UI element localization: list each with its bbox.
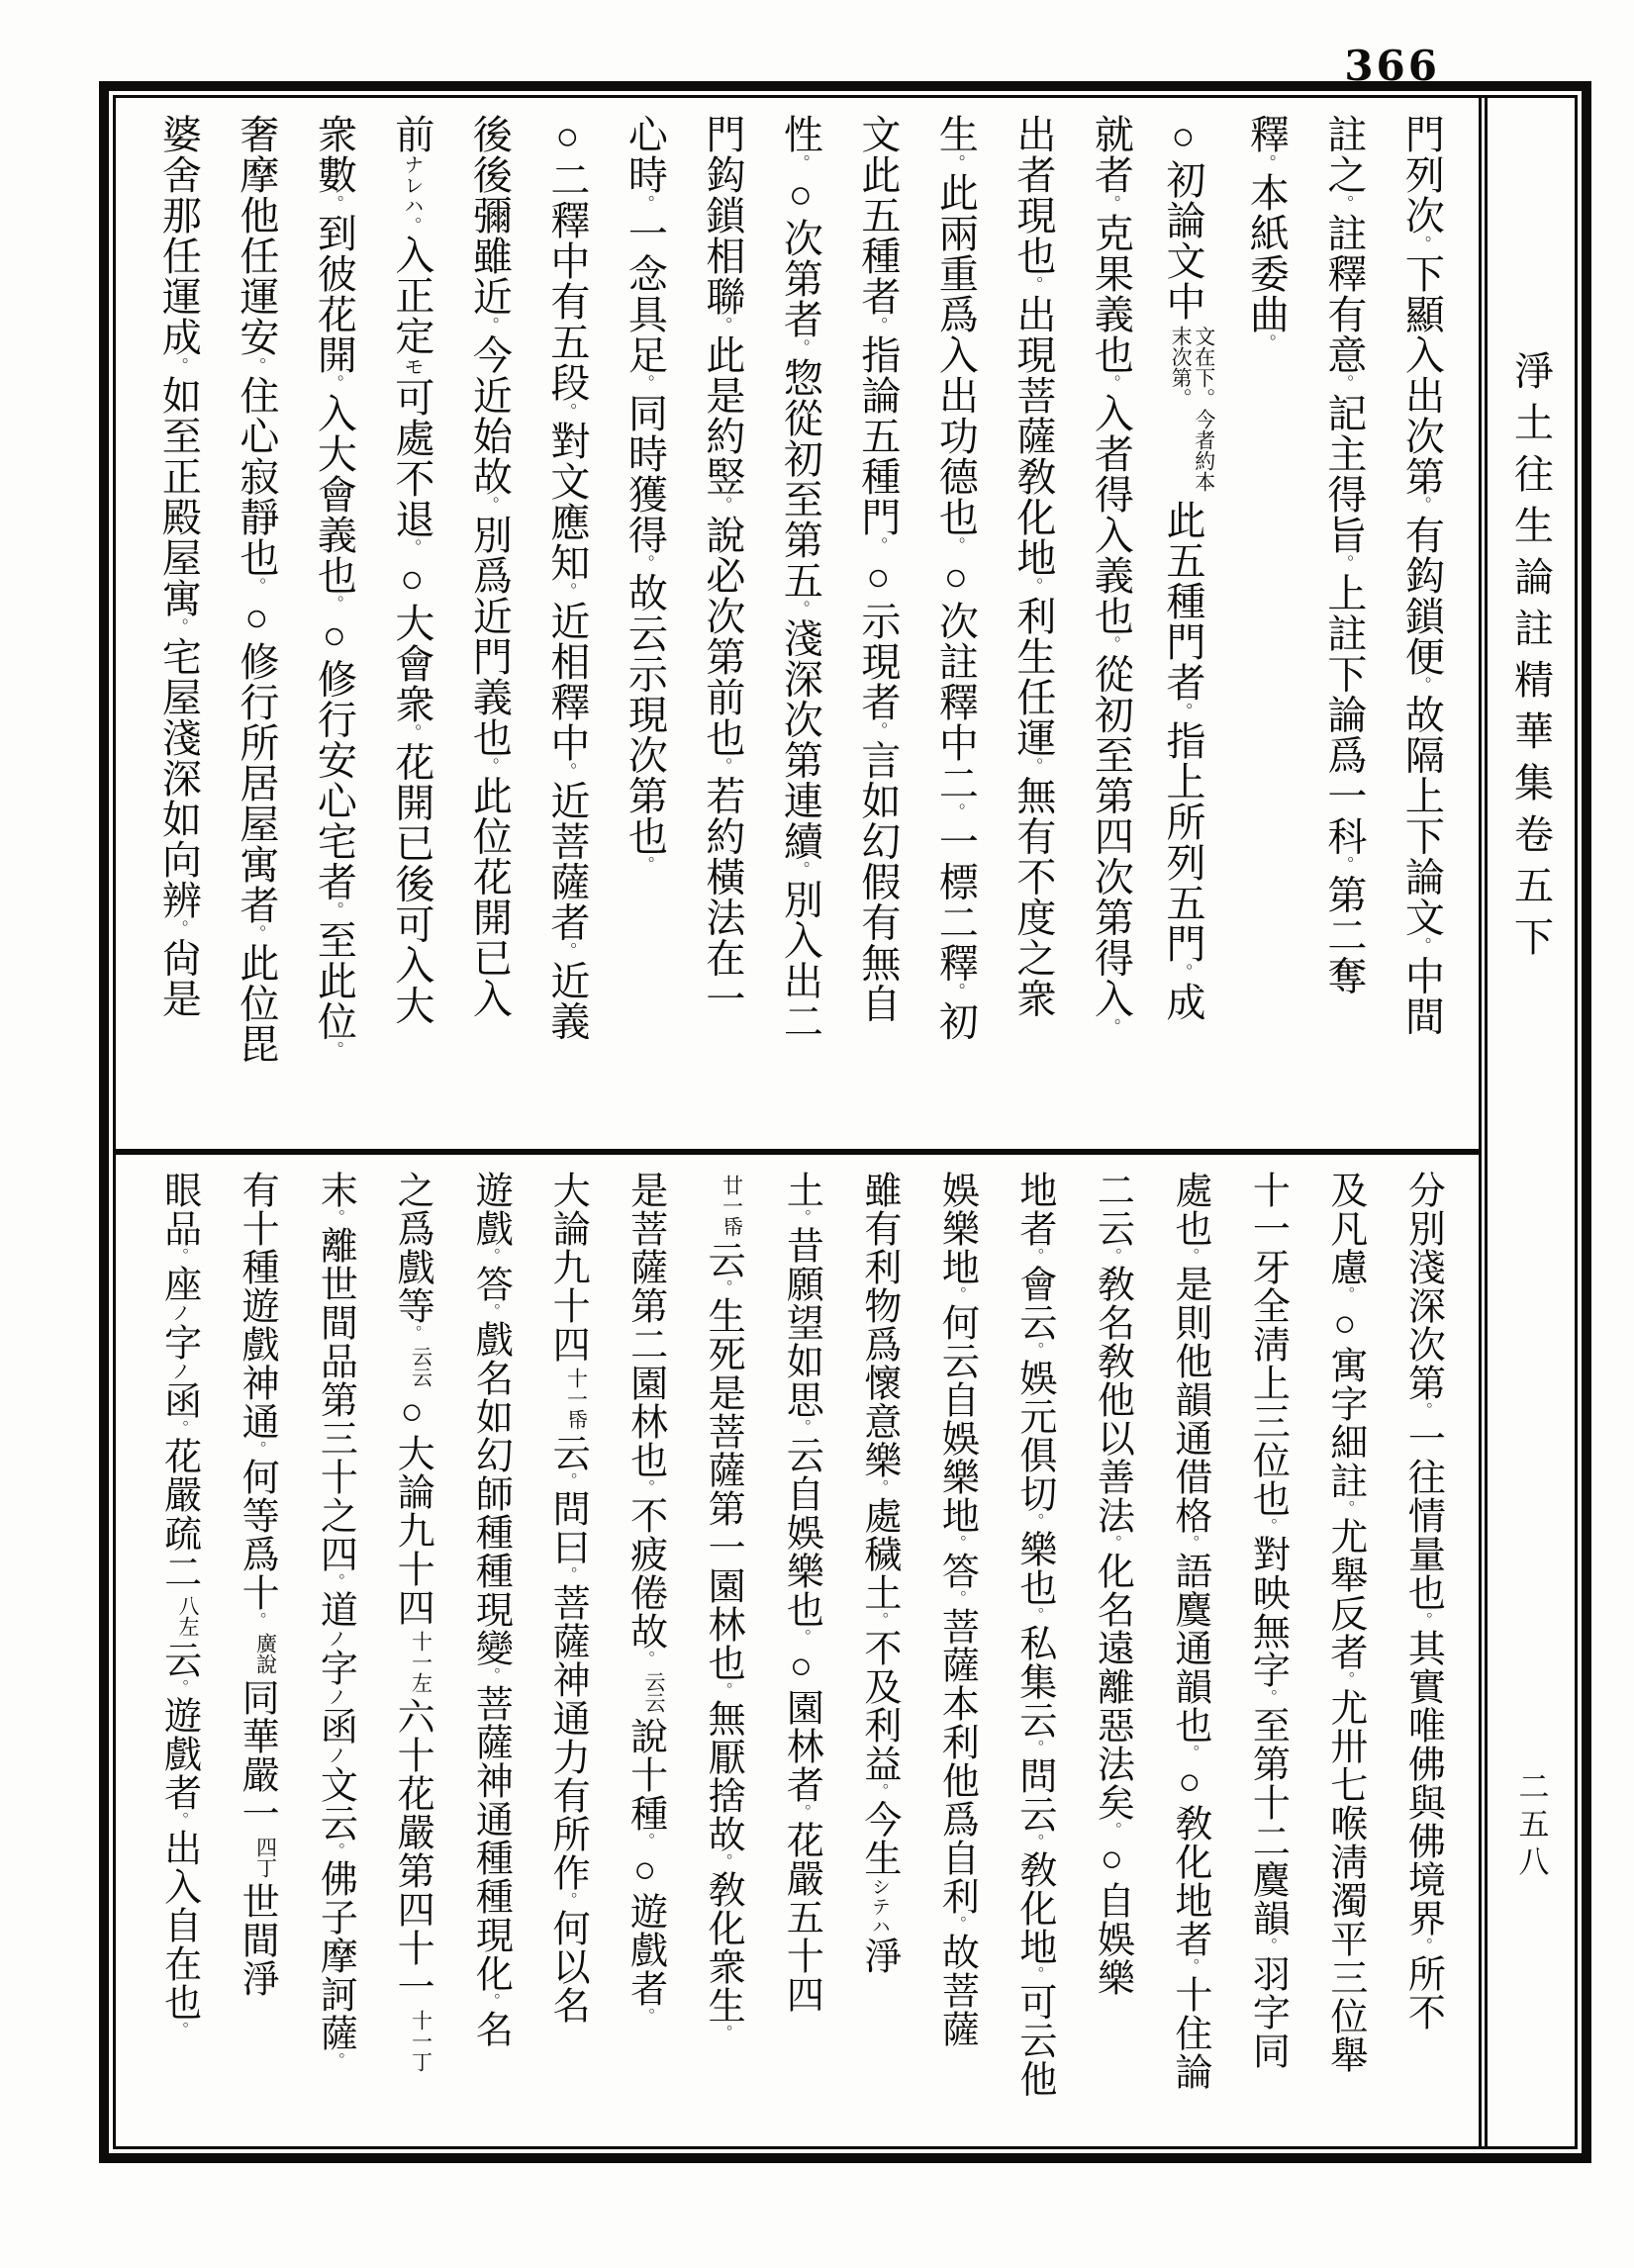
text-column: 心時。一念具足。同時獲得。故云示現次第也。 bbox=[623, 114, 668, 875]
text-column: 娛樂地。何云自娛樂地。答。菩薩本利他爲自利。故菩薩 bbox=[935, 1171, 978, 2048]
text-column: 性。○次第者。惣從初至第五。淺深次第連續。別入出二 bbox=[778, 114, 823, 1042]
text-column: 十一牙全淸上三位也。對映無字。至第十二麌韻。羽字同 bbox=[1246, 1171, 1289, 2070]
text-column: 就者。克果義也。入者得入義也。從初至第四次第得入。 bbox=[1089, 114, 1134, 1037]
text-column: 衆數。到彼花開。入大會義也。○修行安心宅者。至此位。 bbox=[312, 114, 357, 1059]
upper-text-block bbox=[116, 98, 1479, 1149]
text-column: 分別淺深次第。一往情量也。其實唯佛與佛境界。所不 bbox=[1401, 1171, 1444, 2032]
text-column: 門列次。下顯入出次第。有鈎鎖便。故隔上下論文。中間 bbox=[1399, 114, 1445, 1037]
text-column: 處也。是則他韻通借格。語麌通韻也。○敎化地者。十住論 bbox=[1168, 1171, 1210, 2091]
text-column: 有十種遊戲神通。何等爲十。廣說同華嚴一四丁世間淨 bbox=[236, 1171, 278, 1998]
page-border-frame bbox=[99, 81, 1591, 2163]
text-column: 生。此兩重爲入出功德也。○次註釋中二。一標二釋。初 bbox=[933, 114, 979, 1042]
text-area bbox=[116, 98, 1479, 2146]
text-column: 文此五種者。指論五種門。○示現者。言如幻假有無自 bbox=[855, 114, 901, 1024]
text-column: 出者現也。出現菩薩敎化地。利生任運。無有不度之衆 bbox=[1010, 114, 1056, 1019]
kana-gloss: シテハ bbox=[868, 1876, 890, 1937]
text-column: ○初論文中文在下。今者約本末次第。此五種門者。指上所列五門。成 bbox=[1160, 114, 1216, 1022]
citation-note: 云云 bbox=[409, 1345, 433, 1387]
citation-note: 云云 bbox=[642, 1670, 667, 1713]
text-column: 奢摩他任運安。住心寂靜也。○修行所居屋寓者。此位毘 bbox=[234, 114, 279, 1065]
citation-note: 四丁 bbox=[253, 1836, 278, 1878]
kana-gloss: ナレハ bbox=[400, 154, 423, 217]
citation-note: 廿一帋 bbox=[720, 1175, 744, 1237]
frame-inner-rule bbox=[113, 95, 1578, 2149]
text-column: 土。昔願望如思。云自娛樂也。○園林者。花嚴五十四 bbox=[780, 1171, 822, 2014]
text-column: 遊戲。答。戲名如幻師種種現變。菩薩神通種種現化。名 bbox=[469, 1171, 512, 2048]
margin-title-strip bbox=[1479, 98, 1575, 2146]
kana-gloss: ノ bbox=[168, 1361, 190, 1381]
text-column: 地者。會云。娛元俱切。樂也。私集云。問云。敎化地。可云他 bbox=[1012, 1171, 1055, 2099]
text-column: 釋。本紙委曲。 bbox=[1244, 114, 1290, 352]
page-number: 366 bbox=[1344, 42, 1440, 90]
text-column: 二云。敎名敎他以善法。化名遠離惡法矣。○自娛樂 bbox=[1091, 1171, 1133, 1997]
kana-gloss: ノ bbox=[168, 1302, 190, 1323]
text-column: 婆舍那任運成。如至正殿屋寓。宅屋淺深如向辨。尙是 bbox=[156, 114, 202, 1019]
text-column: 雖有利物爲懷意樂。處穢土。不及利益。今生シテハ淨 bbox=[857, 1171, 900, 1975]
citation-note: 十一左 bbox=[409, 1630, 433, 1693]
text-column: 後後彌雖近。今近始故。別爲近門義也。此位花開已入 bbox=[467, 114, 513, 1019]
citation-note: 廣說 bbox=[253, 1632, 278, 1674]
text-column: 眼品。座ノ字ノ函。花嚴疏二八左云。遊戲者。出入自在也。 bbox=[157, 1171, 201, 2038]
citation-note: 十一帋 bbox=[564, 1368, 589, 1430]
text-column: 大論九十四十一帋云。問曰。菩薩神通力有所作。何以名 bbox=[546, 1171, 589, 2025]
folio-number: 二五八 bbox=[1513, 1770, 1549, 1883]
text-column: 末。離世間品第三十之四。道ノ字ノ函ノ文云。佛子摩訶薩。 bbox=[314, 1171, 356, 2069]
text-column: 前ナレハ。入正定モ可處不退。○大會衆。花開已後可入大 bbox=[389, 114, 434, 1026]
text-column: 註之。註釋有意。記主得旨。上註下論爲一科。第二奪 bbox=[1321, 114, 1367, 996]
kana-gloss: モ bbox=[400, 355, 423, 377]
citation-note: 十一丁 bbox=[409, 2009, 433, 2072]
text-column: 門鈎鎖相聯。此是約竪。說必次第前也。若約橫法在一 bbox=[700, 114, 745, 1019]
text-column: 是菩薩第二園林也。不疲倦故。云云說十種。○遊戲者。 bbox=[624, 1171, 667, 2025]
text-column: 之爲戲等。云云○大論九十四十一左六十花嚴第四十一十一丁 bbox=[391, 1171, 433, 2072]
volume-title: 淨土往生論註精華集卷五下 bbox=[1508, 350, 1554, 968]
citation-note: 八左 bbox=[176, 1594, 201, 1637]
text-column: ○二釋中有五段。對文應知。近相釋中。近菩薩者。近義 bbox=[544, 114, 590, 1042]
kana-gloss: ノ bbox=[325, 1628, 346, 1649]
kana-gloss: ノ bbox=[325, 1745, 346, 1765]
citation-note: 文在下。今者約本末次第。 bbox=[1169, 326, 1216, 492]
lower-text-block bbox=[116, 1155, 1479, 2146]
text-column: 及凡慮。○寓字細註。尤舉反者。尤卅七喉淸濁平三位舉 bbox=[1323, 1171, 1366, 2074]
text-column: 廿一帋云。生死是菩薩第一園林也。無厭捨故。敎化衆生。 bbox=[702, 1175, 744, 2041]
kana-gloss: ノ bbox=[325, 1686, 346, 1707]
